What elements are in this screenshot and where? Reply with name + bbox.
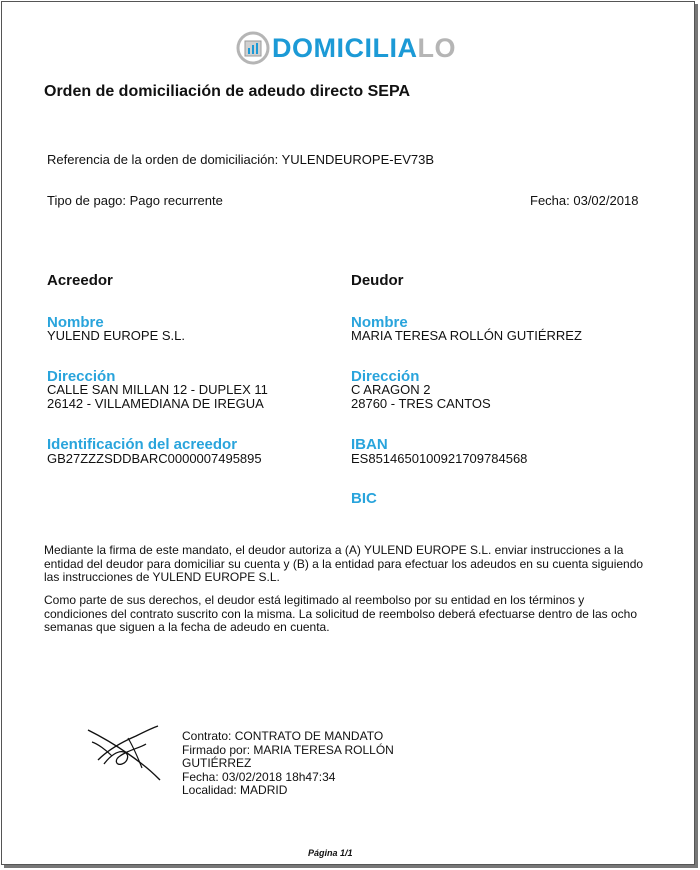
creditor-address-label: Dirección: [47, 368, 116, 385]
debtor-heading: Deudor: [351, 272, 404, 289]
document-title: Orden de domiciliación de adeudo directo SEPA: [44, 83, 410, 100]
creditor-id-label: Identificación del acreedor: [47, 436, 238, 453]
mandate-authorization-paragraph: Mediante la firma de este mandato, el deudor autoriza a (A) YULEND EUROPE S.L. enviar instrucciones a la entidad del deudor para domiciliar su cuenta y (B) a la entidad para efectuar los adeudos en su cuenta siguiendo las instrucciones de YULEND EUROPE S.L.: [44, 543, 644, 584]
creditor-name-label: Nombre: [47, 314, 104, 331]
creditor-id: GB27ZZZSDDBARC0000007495895: [47, 451, 262, 466]
creditor-name: YULEND EUROPE S.L.: [47, 328, 185, 343]
debtor-bic-label: BIC: [351, 490, 377, 507]
signature-contract: Contrato: CONTRATO DE MANDATO: [182, 729, 384, 743]
debtor-iban: ES8514650100921709784568: [351, 451, 528, 466]
debtor-address-line2: 28760 - TRES CANTOS: [351, 396, 491, 411]
handwritten-signature: [84, 720, 164, 784]
mandate-reference: Referencia de la orden de domiciliación: YULENDEUROPE-EV73B: [47, 152, 435, 167]
document-date: Fecha: 03/02/2018: [530, 193, 639, 208]
payment-type: Tipo de pago: Pago recurrente: [47, 193, 223, 208]
signature-signed-by: Firmado por: MARIA TERESA ROLLÓN GUTIÉRREZ: [182, 742, 394, 770]
signature-locality: Localidad: MADRID: [182, 783, 288, 797]
debtor-name: MARIA TERESA ROLLÓN GUTIÉRREZ: [351, 328, 582, 343]
signature-details: [182, 730, 442, 798]
logo-main-text: DOMICILIA: [272, 33, 418, 63]
debtor-iban-label: IBAN: [351, 436, 388, 453]
domicilialo-logo: [236, 30, 456, 66]
creditor-address-line1: CALLE SAN MILLAN 12 - DUPLEX 11: [47, 382, 268, 397]
debtor-address-line1: C ARAGON 2: [351, 382, 431, 397]
debtor-name-label: Nombre: [351, 314, 408, 331]
creditor-heading: Acreedor: [47, 272, 113, 289]
creditor-address-line2: 26142 - VILLAMEDIANA DE IREGUA: [47, 396, 264, 411]
signature-date: Fecha: 03/02/2018 18h47:34: [182, 769, 336, 784]
debtor-address-label: Dirección: [351, 368, 420, 385]
refund-rights-paragraph: Como parte de sus derechos, el deudor está legitimado al reembolso por su entidad en los términos y condiciones del contrato suscrito con la misma. La solicitud de reembolso deberá efectuarse dentro de las ocho semanas que siguen a la fecha de adeudo en cuenta.: [44, 593, 637, 634]
logo-building-icon: [236, 31, 270, 65]
page-number: Página 1/1: [308, 848, 353, 858]
logo-suffix-text: LO: [417, 33, 456, 63]
